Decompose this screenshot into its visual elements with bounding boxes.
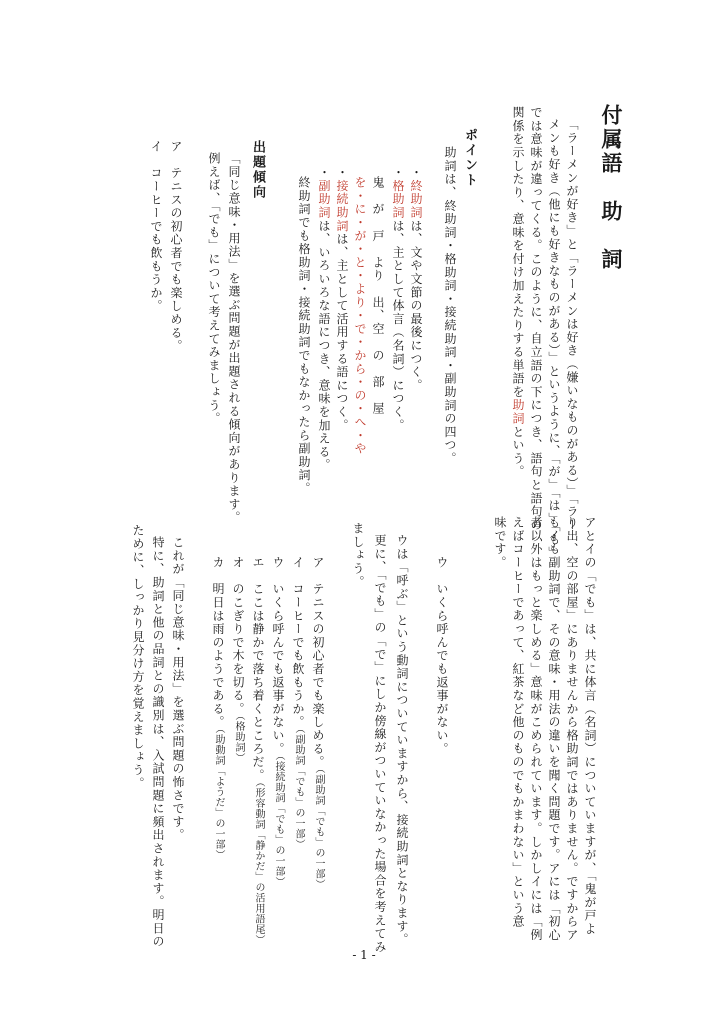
point-item-5: 終助詞でも格助詞・接続助詞でもなかったら副助詞。 [297,176,311,496]
bullet: ・ [317,166,331,180]
lower-line-1: り出、空の部屋」にありませんから格助詞ではありません。ですからア [565,516,579,942]
bullet: ・ [391,166,405,180]
point-item-text: は、文や文節の最後につく。 [409,219,423,393]
point-item-4 [318,166,330,472]
trend-example-a: ア テニスの初心者でも楽しめる。 [169,140,183,353]
bullet: ・ [409,166,423,180]
point-item-text: は、いろいろな語につき、意味を加える。 [317,219,331,472]
lower-line-4: えばコーヒーであって、紅茶など他のものでもかまわない」という意 [511,516,525,929]
answer-u [272,556,284,887]
answer-e [252,556,264,945]
lower-line-0: アとイの「でも」は、共に体言（名詞）についていますが、「鬼が戸よ [583,516,597,936]
answer-note: （形容動詞「静かだ」の活用語尾） [253,782,264,946]
point-summary: 助詞は、終助詞・格助詞・接続助詞・副助詞の四つ。 [443,146,457,466]
point-item-text: は、主として活用する語につく。 [335,232,349,433]
conclusion-line-2: 特に、助詞と他の品詞との識別は、入試問題に頻出されます。明日の [151,536,165,949]
term-setsuzokujoshi: 接続助詞 [335,179,349,233]
term-fukujoshi: 副助詞 [317,179,331,220]
explain-line-1: ウは「呼ぶ」という動詞についていますから、接続助詞となります。 [395,534,409,947]
answer-text: ウ いくら呼んでも返事がない。 [271,556,285,756]
intro-line-2: メンも好き（他にも好きなものがある）」というように、「が」「は」「も」 [547,118,561,560]
point-item-1 [410,166,422,392]
intro-line-4-b: という。 [511,425,525,479]
page-title: 付属語 助 詞 [599,104,623,272]
term-kakujoshi: 格助詞 [391,179,405,220]
mnemonic-line-2: を・に・が・と・より・で・から・の・へ・や [353,176,367,456]
answer-a [312,556,324,890]
answer-text: カ 明日は雨のようである。 [211,556,225,729]
answer-text: イ コーヒーでも飲もうか。 [291,556,305,729]
explain-line-2: 更に、「でも」の「で」にしか傍線がついていなかった場合を考えてみ [373,534,387,954]
explain-line-3: ましょう。 [351,522,365,589]
answer-o [232,556,244,763]
answer-ka [212,556,224,860]
example-u: ウ いくら呼んでも返事がない。 [435,556,449,756]
answer-i [292,556,304,850]
point-heading: ポイント [462,128,477,188]
trend-example-i: イ コーヒーでも飲もうか。 [149,140,163,313]
point-item-3 [336,166,348,432]
answer-note: （助動詞「ようだ」の一部） [213,728,224,861]
page-number: - 1 - [352,948,376,962]
answer-text: エ ここは静かで落ち着くところだ。 [251,556,265,783]
lower-line-3: 者以外はもっと楽しめる」意味がこめられています。しかしイには「例 [529,516,543,942]
bullet: ・ [335,166,349,180]
intro-keyword: 助詞 [511,398,525,426]
point-item-2 [392,166,404,432]
answer-note: （副助詞「でも」の一部） [313,768,324,890]
intro-line-3: では意味が違ってくる。このように、自立語の下につき、語句と語句の [529,106,543,532]
intro-line-1: 「ラーメンが好き」と「ラーメンは好き（嫌いなものがある）」「ラー [565,118,579,532]
conclusion-line-1: これが「同じ意味・用法」を選ぶ問題の怖さです。 [171,536,185,842]
answer-text: オ のこぎりで木を切る。 [231,556,245,716]
conclusion-line-3: ために、しっかり見分け方を覚えましょう。 [131,524,145,790]
trend-heading: 出題傾向 [250,140,265,200]
answer-note: （格助詞） [233,715,244,764]
answer-text: ア テニスの初心者でも楽しめる。 [311,556,325,769]
trend-line-2: 例えば、「でも」について考えてみましょう。 [207,152,221,426]
term-shujoshi: 終助詞 [409,179,423,220]
mnemonic-line-1: 鬼 が 戸 より 出、空 の 部 屋 [371,176,385,416]
answer-note: （接続助詞「でも」の一部） [273,755,284,887]
trend-line-1: 「同じ意味・用法」を選ぶ問題が出題される傾向があります。 [227,152,241,525]
point-item-text: は、主として体言（名詞）につく。 [391,219,405,433]
intro-line-4 [512,106,524,478]
intro-line-4-a: 関係を示したり、意味を付け加えたりする単語を [511,106,525,399]
lower-line-2: もイも副助詞で、その意味・用法の違いを聞く問題です。アには「初心 [547,516,561,942]
answer-note: （副助詞「でも」の一部） [293,728,304,850]
lower-line-5: 味です。 [493,516,507,570]
